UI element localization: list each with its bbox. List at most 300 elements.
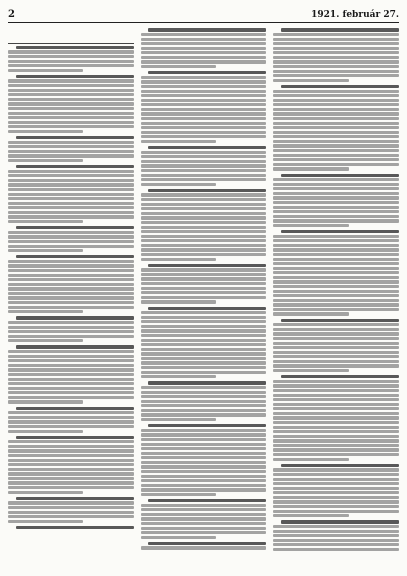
text-line (8, 477, 134, 480)
text-line (273, 99, 399, 102)
text-line (273, 285, 399, 288)
text-line (141, 56, 267, 59)
text-line (273, 342, 399, 345)
text-line (8, 121, 134, 124)
text-line (141, 216, 267, 219)
text-line (273, 332, 399, 335)
text-line (273, 131, 399, 134)
text-line (273, 201, 399, 204)
page-number: 2 (8, 9, 15, 20)
text-line (141, 357, 267, 360)
text-line (8, 141, 134, 144)
text-line (141, 484, 267, 487)
text-line (8, 283, 134, 286)
article-block (8, 526, 134, 529)
text-line (273, 534, 399, 537)
text-line (141, 400, 267, 403)
text-line (8, 179, 134, 182)
text-line (8, 468, 134, 471)
text-line (273, 253, 399, 256)
text-line (8, 310, 83, 313)
text-line (273, 530, 399, 533)
text-line (148, 146, 266, 149)
text-line (273, 196, 399, 199)
text-line (8, 206, 134, 209)
text-line (8, 69, 83, 72)
article-block (273, 85, 399, 171)
text-line (148, 28, 266, 31)
text-line (141, 334, 267, 337)
article-block (8, 436, 134, 494)
text-line (273, 380, 399, 383)
text-line (8, 64, 134, 67)
text-line (273, 468, 399, 471)
column-text (141, 28, 267, 549)
text-line (141, 248, 267, 251)
text-line (8, 491, 83, 494)
text-line (141, 339, 267, 342)
text-line (148, 307, 266, 310)
text-line (141, 329, 267, 332)
text-line (273, 510, 399, 513)
text-line (273, 74, 399, 77)
text-line (8, 235, 134, 238)
text-line (273, 219, 399, 222)
text-line (141, 452, 267, 455)
article-block (141, 542, 267, 550)
text-line (273, 65, 399, 68)
text-line (8, 391, 134, 394)
text-line (148, 499, 266, 502)
text-line (141, 291, 267, 294)
text-line (8, 425, 134, 428)
article-block (8, 316, 134, 342)
text-line (273, 389, 399, 392)
text-line (273, 112, 399, 115)
text-line (273, 444, 399, 447)
text-line (281, 520, 399, 523)
text-line (8, 249, 83, 252)
text-line (273, 192, 399, 195)
text-line (273, 149, 399, 152)
text-line (273, 90, 399, 93)
text-line (273, 458, 348, 461)
text-line (141, 198, 267, 201)
text-line (8, 159, 83, 162)
text-line (148, 424, 266, 427)
text-line (273, 412, 399, 415)
text-line (273, 262, 399, 265)
text-line (273, 548, 399, 551)
text-line (8, 125, 134, 128)
text-line (141, 151, 267, 154)
text-line (273, 403, 399, 406)
text-line (141, 253, 267, 256)
text-line (273, 117, 399, 120)
text-line (141, 493, 216, 496)
text-line (8, 107, 134, 110)
text-line (8, 50, 134, 53)
text-line (8, 174, 134, 177)
text-line (8, 449, 134, 452)
text-line (8, 269, 134, 272)
text-line (141, 531, 267, 534)
text-line (8, 183, 134, 186)
text-line (141, 443, 267, 446)
text-line (141, 94, 267, 97)
article-block (141, 499, 267, 539)
text-line (141, 122, 267, 125)
text-line (273, 210, 399, 213)
text-line (141, 60, 267, 63)
article-block (8, 255, 134, 313)
text-line (273, 70, 399, 73)
text-line (141, 413, 267, 416)
text-line (273, 258, 399, 261)
text-line (273, 426, 399, 429)
text-columns (8, 27, 399, 567)
text-line (273, 303, 399, 306)
text-line (141, 65, 216, 68)
text-line (16, 136, 134, 139)
text-line (8, 89, 134, 92)
article-block (8, 46, 134, 72)
text-line (141, 42, 267, 45)
text-line (16, 165, 134, 168)
text-line (141, 178, 267, 181)
text-line (141, 316, 267, 319)
text-line (8, 170, 134, 173)
text-line (273, 364, 399, 367)
text-line (273, 60, 399, 63)
text-line (141, 447, 267, 450)
text-line (16, 255, 134, 258)
text-line (8, 364, 134, 367)
text-line (281, 464, 399, 467)
text-line (273, 299, 399, 302)
text-line (148, 542, 266, 545)
text-line (8, 301, 134, 304)
text-line (273, 384, 399, 387)
text-line (273, 539, 399, 542)
text-line (273, 435, 399, 438)
text-line (273, 491, 399, 494)
text-line (141, 282, 267, 285)
text-line (273, 235, 399, 238)
text-line (273, 126, 399, 129)
text-line (141, 221, 267, 224)
text-line (8, 501, 134, 504)
text-line (141, 470, 267, 473)
text-line (281, 28, 399, 31)
text-line (141, 386, 267, 389)
text-line (141, 311, 267, 314)
text-line (8, 515, 134, 518)
text-line (8, 486, 134, 489)
text-line (141, 300, 216, 303)
text-line (141, 296, 267, 299)
text-line (273, 47, 399, 50)
article-block (8, 165, 134, 223)
text-line (273, 416, 399, 419)
text-line (141, 375, 216, 378)
divider (8, 43, 134, 44)
text-line (273, 206, 399, 209)
text-line (273, 290, 399, 293)
column-text (273, 28, 399, 551)
text-line (16, 46, 134, 49)
text-line (8, 459, 134, 462)
text-line (141, 404, 267, 407)
text-line (141, 546, 267, 549)
text-line (273, 267, 399, 270)
article-block (8, 407, 134, 433)
text-line (141, 207, 267, 210)
text-line (8, 506, 134, 509)
text-line (273, 79, 348, 82)
text-line (141, 131, 267, 134)
text-line (8, 264, 134, 267)
text-line (273, 56, 399, 59)
text-line (8, 245, 134, 248)
text-line (273, 144, 399, 147)
text-line (8, 274, 134, 277)
text-line (8, 145, 134, 148)
text-line (141, 226, 267, 229)
text-line (148, 264, 266, 267)
text-line (273, 158, 399, 161)
text-line (141, 112, 267, 115)
text-line (8, 240, 134, 243)
text-line (8, 400, 83, 403)
text-line (8, 321, 134, 324)
text-line (148, 71, 266, 74)
text-line (281, 230, 399, 233)
text-line (141, 85, 267, 88)
text-line (273, 167, 348, 170)
article-block (273, 319, 399, 373)
text-line (281, 375, 399, 378)
text-line (8, 60, 134, 63)
text-line (141, 438, 267, 441)
text-line (16, 345, 134, 348)
text-line (148, 189, 266, 192)
text-line (141, 174, 267, 177)
text-line (8, 231, 134, 234)
text-line (273, 163, 399, 166)
text-line (8, 154, 134, 157)
text-line (281, 85, 399, 88)
text-line (273, 407, 399, 410)
text-line (8, 130, 83, 133)
column-1 (8, 27, 134, 567)
text-line (273, 369, 348, 372)
text-line (8, 373, 134, 376)
text-line (8, 481, 134, 484)
text-line (8, 306, 134, 309)
text-line (273, 448, 399, 451)
text-line (141, 135, 267, 138)
text-line (141, 517, 267, 520)
text-line (273, 33, 399, 36)
text-line (273, 94, 399, 97)
text-line (141, 169, 267, 172)
text-line (8, 463, 134, 466)
text-line (273, 122, 399, 125)
text-line (141, 409, 267, 412)
masthead (8, 6, 399, 23)
text-line (8, 197, 134, 200)
text-line (141, 212, 267, 215)
text-line (8, 116, 134, 119)
article-block (273, 464, 399, 518)
text-line (141, 395, 267, 398)
text-line (141, 465, 267, 468)
text-line (273, 244, 399, 247)
text-line (141, 527, 267, 530)
text-line (16, 226, 134, 229)
text-line (8, 102, 134, 105)
text-line (141, 429, 267, 432)
article-block (273, 520, 399, 551)
text-line (273, 323, 399, 326)
text-line (8, 350, 134, 353)
text-line (8, 193, 134, 196)
article-block (8, 497, 134, 523)
text-line (8, 202, 134, 205)
text-line (281, 319, 399, 322)
text-line (16, 316, 134, 319)
text-line (8, 296, 134, 299)
text-line (141, 80, 267, 83)
article-block (141, 381, 267, 421)
text-line (16, 75, 134, 78)
text-line (8, 359, 134, 362)
column-3 (273, 27, 399, 567)
text-line (273, 482, 399, 485)
text-line (8, 396, 134, 399)
text-line (141, 183, 216, 186)
text-line (273, 543, 399, 546)
text-line (273, 496, 399, 499)
text-line (273, 280, 399, 283)
text-line (8, 292, 134, 295)
text-line (141, 203, 267, 206)
text-line (141, 99, 267, 102)
text-line (273, 500, 399, 503)
issue-date: 1921. február 27. (311, 10, 399, 20)
text-line (273, 294, 399, 297)
text-line (8, 520, 83, 523)
text-line (273, 487, 399, 490)
text-line (8, 454, 134, 457)
text-line (8, 79, 134, 82)
text-line (141, 244, 267, 247)
article-block (8, 75, 134, 133)
article-block (273, 230, 399, 316)
text-line (273, 140, 399, 143)
text-line (141, 47, 267, 50)
text-line (8, 278, 134, 281)
text-line (8, 287, 134, 290)
text-line (273, 360, 399, 363)
text-line (141, 366, 267, 369)
text-line (273, 312, 348, 315)
text-line (273, 351, 399, 354)
text-line (16, 497, 134, 500)
text-line (141, 504, 267, 507)
text-line (8, 330, 134, 333)
text-line (141, 164, 267, 167)
text-line (8, 420, 134, 423)
article-block (141, 307, 267, 379)
section-title (8, 28, 134, 40)
article-block (8, 345, 134, 403)
article-block (141, 71, 267, 143)
text-line (141, 126, 267, 129)
text-line (141, 320, 267, 323)
text-line (273, 38, 399, 41)
text-line (141, 90, 267, 93)
text-line (8, 339, 83, 342)
text-line (8, 188, 134, 191)
text-line (273, 394, 399, 397)
text-line (8, 335, 134, 338)
text-line (8, 416, 134, 419)
text-line (273, 439, 399, 442)
text-line (141, 461, 267, 464)
text-line (16, 526, 134, 529)
text-line (141, 235, 267, 238)
text-line (141, 239, 267, 242)
text-line (141, 352, 267, 355)
text-line (281, 174, 399, 177)
text-line (8, 368, 134, 371)
text-line (273, 525, 399, 528)
text-line (273, 239, 399, 242)
article-block (8, 226, 134, 252)
text-line (273, 505, 399, 508)
article-block (141, 28, 267, 68)
text-line (273, 421, 399, 424)
text-line (148, 381, 266, 384)
column-2 (141, 27, 267, 567)
text-line (141, 108, 267, 111)
text-line (141, 361, 267, 364)
text-line (273, 135, 399, 138)
text-line (273, 187, 399, 190)
text-line (141, 287, 267, 290)
text-line (8, 378, 134, 381)
text-line (273, 473, 399, 476)
text-line (273, 183, 399, 186)
text-line (273, 215, 399, 218)
text-line (141, 33, 267, 36)
text-line (273, 453, 399, 456)
text-line (141, 160, 267, 163)
text-line (273, 308, 399, 311)
text-line (141, 51, 267, 54)
text-line (141, 456, 267, 459)
text-line (8, 215, 134, 218)
article-block (273, 375, 399, 461)
text-line (273, 398, 399, 401)
text-line (8, 511, 134, 514)
text-line (273, 103, 399, 106)
text-line (141, 371, 267, 374)
text-line (8, 98, 134, 101)
text-line (8, 430, 83, 433)
